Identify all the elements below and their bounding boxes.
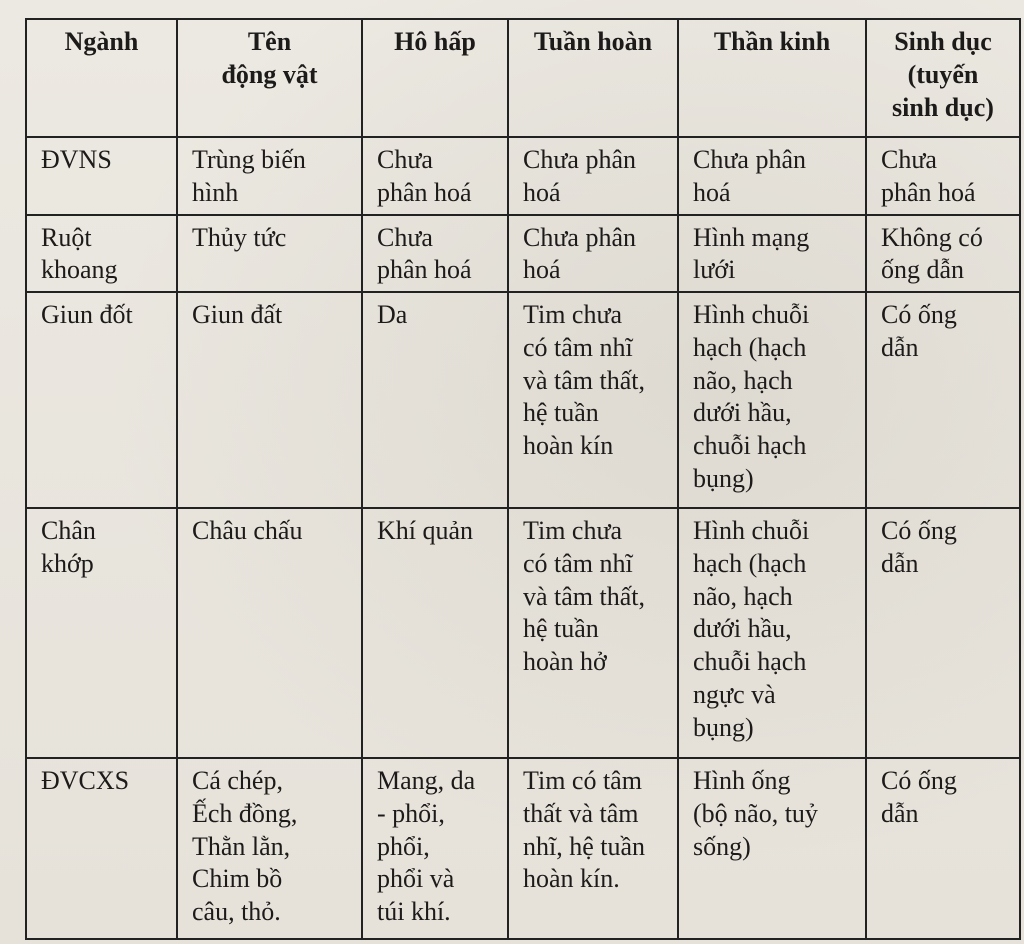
cell-ho-hap: Chưa phân hoá [362,215,508,293]
header-than-kinh: Thần kinh [678,19,866,137]
cell-ten-dong-vat: Cá chép, Ếch đồng, Thằn lằn, Chim bồ câu, thỏ. [177,758,362,939]
comparison-table [25,18,1021,940]
table-row [26,137,1020,215]
cell-ho-hap: Mang, da - phổi, phổi, phổi và túi khí. [362,758,508,939]
cell-tuan-hoan: Tim có tâm thất và tâm nhĩ, hệ tuần hoàn kín. [508,758,678,939]
cell-nganh: ĐVCXS [26,758,177,939]
cell-than-kinh: Hình chuỗi hạch (hạch não, hạch dưới hầu, chuỗi hạch ngực và bụng) [678,508,866,758]
cell-than-kinh: Hình ống (bộ não, tuỷ sống) [678,758,866,939]
cell-ten-dong-vat: Giun đất [177,292,362,508]
table-row [26,508,1020,758]
table-row [26,758,1020,939]
table-row [26,292,1020,508]
cell-nganh: Chân khớp [26,508,177,758]
cell-nganh: ĐVNS [26,137,177,215]
cell-tuan-hoan: Chưa phân hoá [508,137,678,215]
cell-ho-hap: Da [362,292,508,508]
cell-sinh-duc: Có ống dẫn [866,508,1020,758]
cell-than-kinh: Hình mạng lưới [678,215,866,293]
header-ten-dong-vat: Tên động vật [177,19,362,137]
header-nganh: Ngành [26,19,177,137]
header-sinh-duc: Sinh dục (tuyến sinh dục) [866,19,1020,137]
cell-sinh-duc: Có ống dẫn [866,758,1020,939]
cell-nganh: Giun đốt [26,292,177,508]
cell-than-kinh: Hình chuỗi hạch (hạch não, hạch dưới hầu, chuỗi hạch bụng) [678,292,866,508]
cell-sinh-duc: Có ống dẫn [866,292,1020,508]
cell-than-kinh: Chưa phân hoá [678,137,866,215]
cell-ho-hap: Chưa phân hoá [362,137,508,215]
cell-ten-dong-vat: Châu chấu [177,508,362,758]
cell-tuan-hoan: Tim chưa có tâm nhĩ và tâm thất, hệ tuần hoàn kín [508,292,678,508]
cell-ten-dong-vat: Trùng biến hình [177,137,362,215]
cell-sinh-duc: Không có ống dẫn [866,215,1020,293]
cell-sinh-duc: Chưa phân hoá [866,137,1020,215]
cell-nganh: Ruột khoang [26,215,177,293]
table-row [26,215,1020,293]
cell-ho-hap: Khí quản [362,508,508,758]
cell-ten-dong-vat: Thủy tức [177,215,362,293]
cell-tuan-hoan: Tim chưa có tâm nhĩ và tâm thất, hệ tuần hoàn hở [508,508,678,758]
header-tuan-hoan: Tuần hoàn [508,19,678,137]
header-row [26,19,1020,137]
header-ho-hap: Hô hấp [362,19,508,137]
cell-tuan-hoan: Chưa phân hoá [508,215,678,293]
